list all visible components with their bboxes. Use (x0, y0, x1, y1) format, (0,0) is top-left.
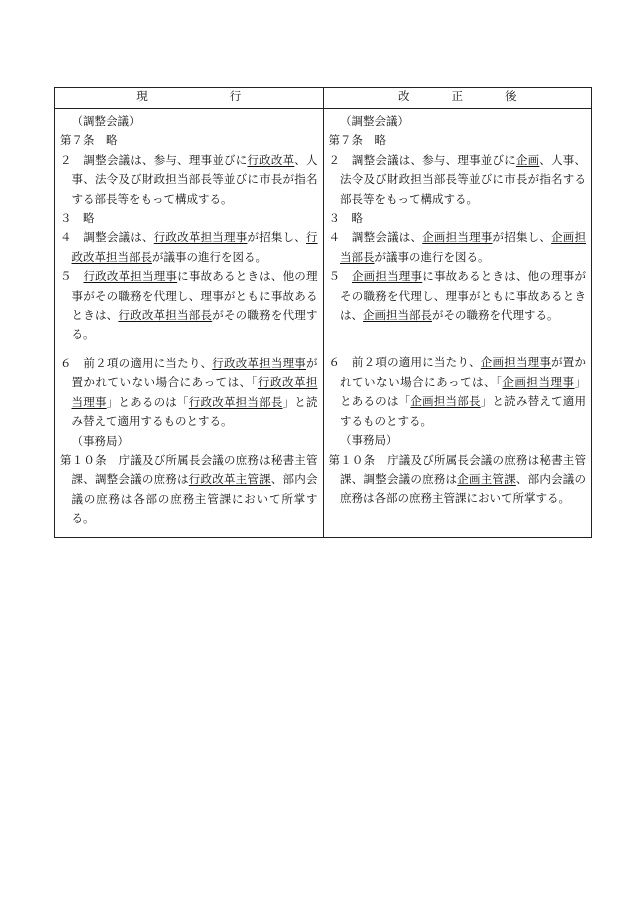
amended-term: 企画担当部長 (363, 308, 432, 323)
paragraph-2 (329, 151, 587, 209)
article-10-text (329, 451, 587, 509)
amended-term: 企画担当理事 (422, 230, 493, 245)
amended-term: 行政改革担当部長 (188, 394, 283, 409)
amended-term: 行政改革担当理事 (153, 230, 248, 245)
current-column (55, 109, 324, 538)
text-run: 第１０条 庁議及び所属長会議の庶務は秘書主管課、調整会議の庶務は (328, 452, 586, 486)
paragraph-4 (60, 228, 318, 267)
text-run: 、人事、法令及び財政担当部長等並びに市長が指名する部長等をもって構成する。 (340, 152, 587, 206)
text-run: が招集し、 (247, 230, 307, 245)
text-run: に事故あるときは、他の理事がその職務を代理し、理事がともに事故あるときは、 (340, 269, 587, 323)
paragraph-5 (329, 267, 587, 325)
amended-term: 企画担当部長 (410, 394, 481, 409)
text-run: 第１０条 庁議及び所属長会議の庶務は秘書主管課、調整会議の庶務は (60, 452, 318, 487)
article-10-heading: （事務局） (71, 433, 129, 448)
article-10-text (60, 451, 318, 529)
article-7-line: 第７条 略 (328, 133, 386, 148)
table-body-row (55, 109, 592, 538)
amended-term: 行政改革主管課 (188, 472, 271, 487)
text-run: ６ 前２項の適用に当たり、 (328, 355, 481, 370)
paragraph-6 (60, 354, 318, 432)
amended-term: 企画主管課 (457, 471, 516, 486)
amended-term: 企画担当理事 (351, 269, 423, 284)
text-run: ５ (328, 269, 352, 284)
paragraph-6 (329, 353, 587, 431)
text-run: ６ 前２項の適用に当たり、 (60, 355, 213, 370)
spacer (60, 345, 318, 354)
amended-term: 行政改革担当理事 (212, 355, 307, 370)
text-run: が議事の進行を図る。 (152, 249, 267, 264)
text-run: 」と読み替えて適用するものとする。 (71, 394, 318, 429)
article-7-heading: （調整会議） (71, 114, 141, 128)
text-run: が招集し、 (492, 230, 552, 245)
amended-term: 行政改革担当理事 (83, 269, 178, 284)
comparison-sheet (54, 87, 592, 538)
text-run: が議事の進行を図る。 (374, 249, 490, 264)
text-run: に事故あるときは、他の理事がその職務を代理し、理事がともに事故あるときは、 (71, 269, 318, 323)
amended-term: 行政改革担当理事 (71, 375, 318, 409)
paragraph-4 (329, 228, 587, 267)
text-run: ２ 調整会議は、参与、理事並びに (60, 152, 248, 167)
text-run: ５ (60, 269, 84, 284)
text-run: 」と読み替えて適用するものとする。 (340, 394, 587, 428)
article-7-line: 第７条 略 (60, 133, 118, 148)
header-revised-char: 正 (451, 89, 463, 103)
text-run: ２ 調整会議は、参与、理事並びに (328, 152, 516, 167)
header-current-char: 現 (136, 89, 148, 103)
text-run: ４ 調整会議は、 (60, 230, 154, 245)
text-run: が置かれていない場合にあっては、「 (71, 355, 318, 390)
header-current-char: 行 (229, 89, 242, 103)
text-run: 、人事、法令及び財政担当部長等並びに市長が指名する部長等をもって構成する。 (71, 152, 318, 206)
header-revised-char: 改 (398, 89, 410, 103)
paragraph-3: ３ 略 (60, 211, 95, 226)
amended-term: 行政改革 (247, 152, 295, 167)
article-10-heading: （事務局） (340, 433, 398, 448)
comparison-table (54, 87, 592, 538)
text-run: 」とあるのは「 (340, 374, 586, 409)
table-header-row (55, 88, 592, 109)
text-run: ４ 調整会議は、 (328, 230, 423, 245)
spacer (329, 325, 587, 353)
revised-column (323, 109, 592, 538)
amended-term: 企画担当部長 (340, 230, 587, 264)
header-current (55, 88, 324, 109)
amended-term: 企画担当理事 (480, 355, 552, 370)
text-run: がその職務を代理する。 (71, 308, 318, 342)
text-run: が置かれていない場合にあっては、「 (340, 355, 587, 389)
paragraph-5 (60, 267, 318, 345)
text-run: 、部内会議の庶務は各部の庶務主管課において所掌する。 (71, 472, 318, 526)
paragraph-3: ３ 略 (328, 211, 363, 226)
amended-term: 行政改革担当部長 (71, 230, 318, 264)
article-7-heading: （調整会議） (340, 114, 409, 128)
text-run: 」とあるのは「 (106, 394, 189, 409)
paragraph-2 (60, 151, 318, 209)
text-run: がその職務を代理する。 (432, 308, 559, 323)
header-revised-char: 後 (505, 89, 517, 103)
amended-term: 企画担当理事 (502, 374, 575, 389)
header-revised (323, 88, 592, 109)
amended-term: 行政改革担当部長 (118, 308, 213, 323)
amended-term: 企画 (515, 152, 540, 167)
text-run: 、部内会議の庶務は各部の庶務主管課において所掌する。 (340, 471, 586, 506)
